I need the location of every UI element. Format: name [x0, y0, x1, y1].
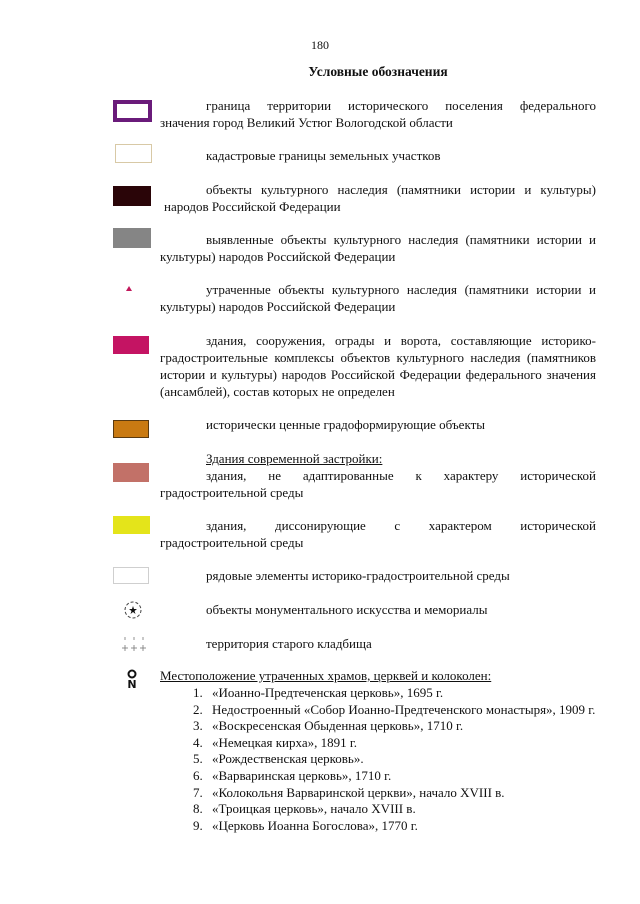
list-item: 7. «Колокольня Варваринской церкви», начало XVIII в. — [206, 785, 604, 802]
legend-text-cont: народов Российской Федерации — [164, 199, 341, 214]
legend-text: граница территории исторического поселения федерального — [206, 98, 596, 113]
cadastral-swatch — [115, 144, 152, 163]
north-arrow-icon — [124, 669, 140, 690]
not-adapted-swatch — [113, 463, 149, 482]
legend-text: здания, сооружения, ограды и ворота, составляющие историко- — [206, 333, 596, 348]
legend-item-identified — [160, 231, 596, 265]
list-item: 6. «Варваринская церковь», 1710 г. — [206, 768, 604, 785]
page-number: 180 — [311, 38, 329, 52]
list-item: 9. «Церковь Иоанна Богослова», 1770 г. — [206, 818, 604, 835]
legend-item-dissonant — [160, 517, 596, 551]
page-title: Условные обозначения — [308, 64, 448, 79]
ensemble-swatch — [113, 336, 149, 354]
legend-text: утраченные объекты культурного наследия (памятники истории и — [206, 282, 596, 297]
list-item: 5. «Рождественская церковь». — [206, 751, 604, 768]
legend-text-cont: значения город Великий Устюг Вологодской области — [160, 115, 453, 130]
legend-text-cont: градостроительной среды — [160, 485, 304, 500]
legend-text: здания, диссонирующие с характером исторической — [206, 518, 596, 533]
boundary-swatch — [113, 100, 152, 122]
list-item: 8. «Троицкая церковь», начало XVIII в. — [206, 801, 604, 818]
list-item: 4. «Немецкая кирха», 1891 г. — [206, 735, 604, 752]
north-label: N — [127, 678, 137, 691]
list-item: 2. Недостроенный «Собор Иоанно-Предтеченского монастыря», 1909 г. — [206, 702, 604, 719]
churches-list — [164, 685, 604, 834]
legend-item-cadastral — [160, 147, 596, 164]
legend-text: исторически ценные градоформирующие объекты — [206, 417, 486, 432]
churches-title: Местоположение утраченных храмов, церквей и колоколен: — [160, 668, 492, 683]
list-item: 3. «Воскресенская Обыденная церковь», 1710 г. — [206, 718, 604, 735]
legend-item-valuable — [160, 416, 596, 433]
legend-item-ensemble — [160, 332, 596, 400]
valuable-swatch — [113, 420, 149, 438]
legend-text-cont: культуры) народов Российской Федерации — [160, 249, 396, 264]
dissonant-swatch — [113, 516, 150, 534]
legend-item-ordinary — [160, 567, 596, 584]
legend-text-cont: градостроительной среды — [160, 535, 304, 550]
legend-item-boundary — [160, 97, 596, 131]
lost-marker-icon — [126, 286, 132, 291]
cross-grid-icon — [121, 637, 147, 655]
heritage-swatch — [113, 186, 151, 206]
legend-text: здания, не адаптированные к характеру исторической — [206, 468, 596, 483]
legend-item-lost — [160, 281, 596, 315]
star-in-circle-icon — [123, 600, 143, 620]
legend-text-cont: градостроительные комплексы объектов культурного наследия (памятников истории и культуры) народов Российской Федерации федерального значения (ансамблей), состав которых не определен — [160, 350, 596, 399]
legend-text: выявленные объекты культурного наследия (памятники истории и — [206, 232, 596, 247]
list-item: 1. «Иоанно-Предтеченская церковь», 1695 г. — [206, 685, 604, 702]
legend-text: рядовые элементы историко-градостроительной среды — [206, 568, 510, 583]
legend-item-monument — [160, 601, 596, 618]
ordinary-swatch — [113, 567, 149, 584]
section-heading: Здания современной застройки: — [206, 451, 383, 466]
legend-item-not-adapted — [160, 450, 596, 501]
legend-item-cemetery — [160, 635, 596, 652]
legend-item-heritage — [164, 181, 596, 215]
legend-text: объекты монументального искусства и мемориалы — [206, 602, 488, 617]
legend-text: территория старого кладбища — [206, 636, 372, 651]
legend-text: объекты культурного наследия (памятники истории и культуры) — [206, 182, 596, 197]
legend-text: кадастровые границы земельных участков — [206, 148, 441, 163]
identified-swatch — [113, 228, 151, 248]
legend-text-cont: культуры) народов Российской Федерации — [160, 299, 396, 314]
